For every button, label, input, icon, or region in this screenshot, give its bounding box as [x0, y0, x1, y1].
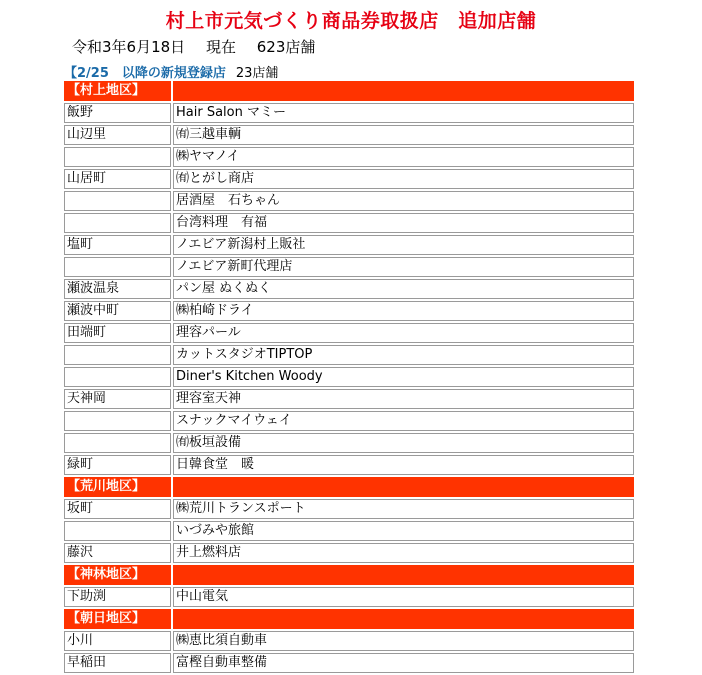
store-row: [64, 301, 634, 321]
area-cell: 天神岡: [64, 389, 171, 409]
region-band-fill: [173, 609, 634, 629]
store-table-body: [64, 81, 634, 673]
area-cell: 田端町: [64, 323, 171, 343]
store-name-cell: ノエビア新町代理店: [173, 257, 634, 277]
area-cell: [64, 257, 171, 277]
new-registrations-count: 23店舗: [235, 66, 279, 81]
area-cell: 山辺里: [64, 125, 171, 145]
store-name-cell: スナックマイウェイ: [173, 411, 634, 431]
total-store-count: 623店舗: [256, 38, 316, 56]
area-cell: 山居町: [64, 169, 171, 189]
area-cell: 下助渕: [64, 587, 171, 607]
store-row: [64, 455, 634, 475]
store-row: [64, 191, 634, 211]
store-name-cell: Diner's Kitchen Woody: [173, 367, 634, 387]
region-header-row: [64, 81, 634, 101]
store-row: [64, 521, 634, 541]
store-row: [64, 587, 634, 607]
area-cell: 塩町: [64, 235, 171, 255]
area-cell: 瀬波中町: [64, 301, 171, 321]
area-cell: 小川: [64, 631, 171, 651]
region-band-fill: [173, 565, 634, 585]
date-text: 令和3年6月18日: [72, 38, 186, 56]
store-row: [64, 279, 634, 299]
store-name-cell: ㈲板垣設備: [173, 433, 634, 453]
area-cell: [64, 433, 171, 453]
area-cell: 緑町: [64, 455, 171, 475]
area-cell: [64, 521, 171, 541]
page-title: 村上市元気づくり商品券取扱店 追加店舗: [165, 10, 537, 32]
store-name-cell: ㈲とがし商店: [173, 169, 634, 189]
store-name-cell: カットスタジオTIPTOP: [173, 345, 634, 365]
region-name: 【荒川地区】: [64, 477, 171, 497]
store-name-cell: 理容室天神: [173, 389, 634, 409]
store-row: [64, 543, 634, 563]
area-cell: 飯野: [64, 103, 171, 123]
region-name: 【神林地区】: [64, 565, 171, 585]
region-header-row: [64, 565, 634, 585]
store-name-cell: ㈱荒川トランスポート: [173, 499, 634, 519]
area-cell: 早稲田: [64, 653, 171, 673]
region-band-fill: [173, 81, 634, 101]
store-row: [64, 389, 634, 409]
store-name-cell: 富樫自動車整備: [173, 653, 634, 673]
area-cell: [64, 345, 171, 365]
store-name-cell: ㈱恵比須自動車: [173, 631, 634, 651]
store-name-cell: 井上燃料店: [173, 543, 634, 563]
area-cell: [64, 213, 171, 233]
region-band-fill: [173, 477, 634, 497]
store-row: [64, 345, 634, 365]
store-row: [64, 433, 634, 453]
store-row: [64, 147, 634, 167]
store-row: [64, 103, 634, 123]
area-cell: 藤沢: [64, 543, 171, 563]
store-name-cell: 中山電気: [173, 587, 634, 607]
store-row: [64, 367, 634, 387]
store-row: [64, 213, 634, 233]
store-row: [64, 257, 634, 277]
store-name-cell: ノエビア新潟村上販社: [173, 235, 634, 255]
area-cell: [64, 191, 171, 211]
area-cell: [64, 147, 171, 167]
store-row: [64, 125, 634, 145]
store-table: [62, 79, 636, 675]
region-name: 【村上地区】: [64, 81, 171, 101]
region-header-row: [64, 609, 634, 629]
store-name-cell: 台湾料理 有福: [173, 213, 634, 233]
new-registrations-label: 【2/25 以降の新規登録店: [64, 66, 226, 81]
region-name: 【朝日地区】: [64, 609, 171, 629]
store-name-cell: 居酒屋 石ちゃん: [173, 191, 634, 211]
store-row: [64, 323, 634, 343]
area-cell: [64, 367, 171, 387]
area-cell: 瀬波温泉: [64, 279, 171, 299]
store-row: [64, 411, 634, 431]
store-name-cell: ㈱ヤマノイ: [173, 147, 634, 167]
store-row: [64, 499, 634, 519]
store-name-cell: 日韓食堂 暖: [173, 455, 634, 475]
store-name-cell: ㈱柏崎ドライ: [173, 301, 634, 321]
store-name-cell: パン屋 ぬくぬく: [173, 279, 634, 299]
date-line: [72, 36, 331, 57]
store-row: [64, 235, 634, 255]
store-row: [64, 653, 634, 673]
area-cell: [64, 411, 171, 431]
region-header-row: [64, 477, 634, 497]
area-cell: 坂町: [64, 499, 171, 519]
current-label: 現在: [205, 38, 236, 56]
store-name-cell: 理容パール: [173, 323, 634, 343]
store-row: [64, 169, 634, 189]
store-row: [64, 631, 634, 651]
store-name-cell: Hair Salon マミー: [173, 103, 634, 123]
store-name-cell: ㈲三越車輌: [173, 125, 634, 145]
store-name-cell: いづみや旅館: [173, 521, 634, 541]
